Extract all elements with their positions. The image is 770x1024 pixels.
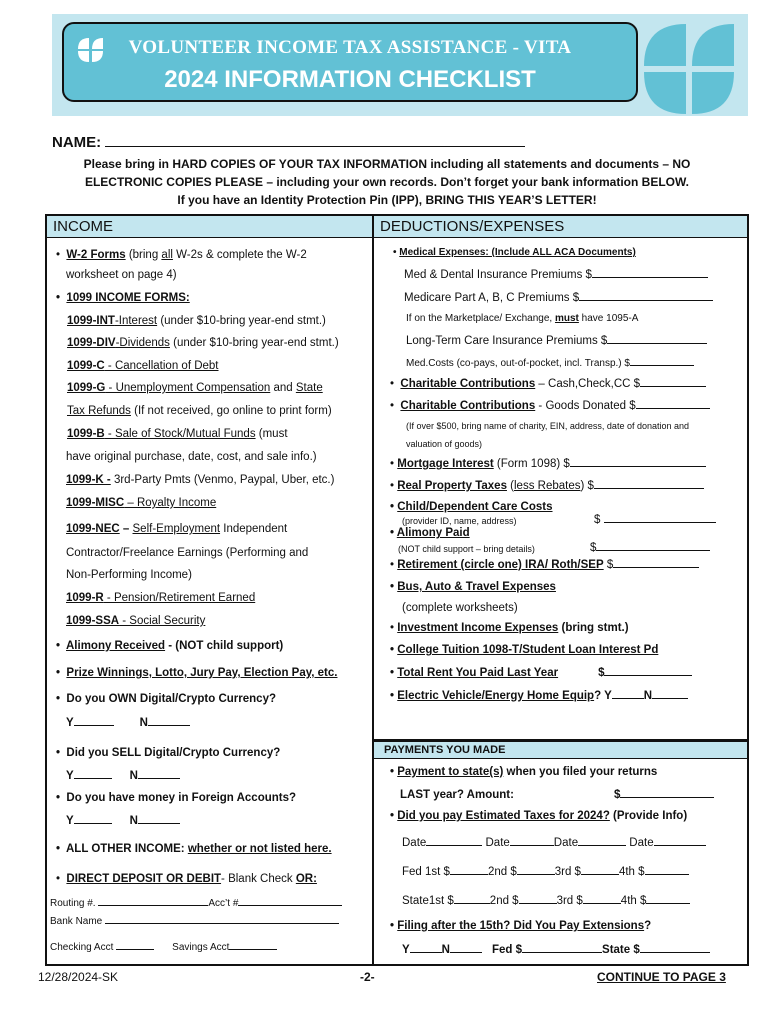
retirement-blank[interactable] xyxy=(613,557,699,568)
income-1099-c: 1099-C - Cancellation of Debt xyxy=(67,360,219,372)
routing-account-row: Routing #. Acc’t # xyxy=(50,895,342,911)
extension-state-blank[interactable] xyxy=(640,942,710,953)
ev-no-blank[interactable] xyxy=(652,688,688,699)
deduction-charitable-cash: • Charitable Contributions – Cash,Check,CC $ xyxy=(390,376,706,391)
deduction-tuition: • College Tuition 1098-T/Student Loan Interest Pd xyxy=(390,644,659,656)
deduction-charitable-goods: • Charitable Contributions - Goods Donated $ xyxy=(390,398,710,413)
deduction-mortgage: • Mortgage Interest (Form 1098) $ xyxy=(390,456,706,471)
med-costs-blank[interactable] xyxy=(630,355,694,366)
deduction-medicare: Medicare Part A, B, C Premiums $ xyxy=(404,290,713,305)
income-1099-k: 1099-K - 3rd-Party Pmts (Venmo, Paypal, Uber, etc.) xyxy=(66,474,335,486)
income-all-other: • ALL OTHER INCOME: whether or not listed here. xyxy=(56,843,332,855)
notice-line-3: If you have an Identity Protection Pin (IPP), BRING THIS YEAR’S LETTER! xyxy=(177,193,597,207)
alimony-paid-note: (NOT child support – bring details) xyxy=(398,544,535,554)
income-prize-winnings: • Prize Winnings, Lotto, Jury Pay, Election Pay, etc. xyxy=(56,667,338,679)
deduction-alimony-paid: • Alimony Paid xyxy=(390,527,470,539)
childcare-note: (provider ID, name, address) xyxy=(402,516,517,526)
charitable-goods-blank[interactable] xyxy=(636,398,710,409)
fed-1st-blank[interactable] xyxy=(450,864,488,875)
state-2nd-blank[interactable] xyxy=(519,893,557,904)
childcare-amount: $ xyxy=(594,512,716,527)
vita-logo-icon xyxy=(76,36,106,64)
banner-title: VOLUNTEER INCOME TAX ASSISTANCE - VITA xyxy=(128,37,572,58)
charitable-cash-blank[interactable] xyxy=(640,376,706,387)
own-crypto-yes-blank[interactable] xyxy=(74,715,114,726)
bank-name-blank[interactable] xyxy=(105,913,339,924)
deduction-investment: • Investment Income Expenses (bring stmt.) xyxy=(390,622,629,634)
bank-name-row: Bank Name xyxy=(50,913,339,929)
state-1st-blank[interactable] xyxy=(454,893,490,904)
deduction-med-costs: Med.Costs (co-pays, out-of-pocket, incl. Transp.) $ xyxy=(406,355,694,371)
income-1099-b-note: have original purchase, date, cost, and sale info.) xyxy=(66,451,317,463)
extensions-answer-row: Y N Fed $ State $ xyxy=(402,942,710,957)
income-1099-b: 1099-B - Sale of Stock/Mutual Funds (must xyxy=(67,428,288,440)
date-2-blank[interactable] xyxy=(510,835,554,846)
alimony-paid-amount: $ xyxy=(590,540,710,555)
deduction-rent: • Total Rent You Paid Last Year $ xyxy=(390,665,692,680)
deduction-retirement: • Retirement (circle one) IRA/ Roth/SEP $ xyxy=(390,557,699,572)
instructions-notice xyxy=(52,155,722,209)
decorative-quarter-circles-icon xyxy=(640,20,748,116)
sell-crypto-no-blank[interactable] xyxy=(138,768,180,779)
deduction-property-taxes: • Real Property Taxes (less Rebates) $ xyxy=(390,478,704,493)
med-dental-blank[interactable] xyxy=(592,267,708,278)
rent-blank[interactable] xyxy=(604,665,692,676)
notice-line-1: Please bring in HARD COPIES OF YOUR TAX INFORMATION including all statements and documents – NO xyxy=(83,157,691,171)
income-1099-ssa: 1099-SSA - Social Security xyxy=(66,615,206,627)
income-1099-int: 1099-INT-Interest (under $10-bring year-end stmt.) xyxy=(67,315,326,327)
ltc-blank[interactable] xyxy=(607,333,707,344)
deduction-marketplace-note: If on the Marketplace/ Exchange, must have 1095-A xyxy=(406,313,639,324)
state-3rd-blank[interactable] xyxy=(583,893,621,904)
childcare-blank[interactable] xyxy=(604,512,716,523)
column-divider xyxy=(372,214,374,966)
sell-crypto-yes-blank[interactable] xyxy=(74,768,112,779)
date-4-blank[interactable] xyxy=(654,835,706,846)
notice-line-2: ELECTRONIC COPIES PLEASE – including your own records. Don’t forget your bank information BELOW. xyxy=(84,175,690,189)
deduction-med-dental: Med & Dental Insurance Premiums $ xyxy=(404,267,708,282)
foreign-accounts-answer: Y N xyxy=(66,813,180,828)
sell-crypto-answer: Y N xyxy=(66,768,180,783)
account-number-blank[interactable] xyxy=(238,895,342,906)
fed-3rd-blank[interactable] xyxy=(581,864,619,875)
last-year-amount-blank[interactable] xyxy=(620,787,714,798)
income-foreign-accounts: • Do you have money in Foreign Accounts? xyxy=(56,792,297,804)
income-1099-g: 1099-G - Unemployment Compensation and State xyxy=(67,382,323,394)
estimated-state-row: State1st $ 2nd $ 3rd $ 4th $ xyxy=(402,893,690,908)
income-1099-forms: • 1099 INCOME FORMS: xyxy=(56,292,190,304)
deduction-bus-auto: • Bus, Auto & Travel Expenses xyxy=(390,581,556,593)
foreign-yes-blank[interactable] xyxy=(74,813,112,824)
checking-blank[interactable] xyxy=(116,939,154,950)
account-type-row: Checking Acct Savings Acct xyxy=(50,939,277,955)
deduction-medical: • Medical Expenses: (Include ALL ACA Documents) xyxy=(393,247,636,258)
income-1099-nec: 1099-NEC – Self-Employment Independent xyxy=(66,523,288,535)
income-1099-nec-note-2: Non-Performing Income) xyxy=(66,569,192,581)
income-1099-r: 1099-R - Pension/Retirement Earned xyxy=(66,592,256,604)
deduction-childcare: • Child/Dependent Care Costs xyxy=(390,501,553,513)
income-1099-div: 1099-DIV-Dividends (under $10-bring year-end stmt.) xyxy=(67,337,339,349)
own-crypto-no-blank[interactable] xyxy=(148,715,190,726)
deductions-heading: DEDUCTIONS/EXPENSES xyxy=(374,216,747,238)
name-label: NAME: xyxy=(52,134,102,151)
extension-fed-blank[interactable] xyxy=(522,942,602,953)
medicare-blank[interactable] xyxy=(579,290,713,301)
bus-auto-note: (complete worksheets) xyxy=(402,602,518,614)
income-1099-misc: 1099-MISC – Royalty Income xyxy=(66,497,217,509)
deduction-electric-vehicle: • Electric Vehicle/Energy Home Equip? Y N xyxy=(390,688,688,703)
payment-last-year: LAST year? Amount: $ xyxy=(400,787,714,802)
estimated-fed-row: Fed 1st $ 2nd $ 3rd $ 4th $ xyxy=(402,864,689,879)
alimony-paid-blank[interactable] xyxy=(596,540,710,551)
date-1-blank[interactable] xyxy=(426,835,482,846)
banner-subtitle: 2024 INFORMATION CHECKLIST xyxy=(164,66,536,93)
income-own-crypto: • Do you OWN Digital/Crypto Currency? xyxy=(56,693,276,705)
income-1099-nec-note: Contractor/Freelance Earnings (Performing and xyxy=(66,547,309,559)
routing-number-blank[interactable] xyxy=(98,895,208,906)
name-blank-line[interactable] xyxy=(105,133,525,147)
foreign-no-blank[interactable] xyxy=(138,813,180,824)
payment-estimated: • Did you pay Estimated Taxes for 2024? (Provide Info) xyxy=(390,810,688,822)
savings-blank[interactable] xyxy=(229,939,277,950)
fed-4th-blank[interactable] xyxy=(645,864,689,875)
date-3-blank[interactable] xyxy=(578,835,626,846)
continue-link[interactable]: CONTINUE TO PAGE 3 xyxy=(597,970,726,984)
charitable-goods-note-2: valuation of goods) xyxy=(406,439,483,449)
income-heading: INCOME xyxy=(47,216,372,238)
extension-no-blank[interactable] xyxy=(450,942,482,953)
income-1099-g-note: Tax Refunds (If not received, go online to print form) xyxy=(67,405,332,417)
footer-date-code: 12/28/2024-SK xyxy=(38,970,119,984)
name-field-row xyxy=(52,133,525,151)
extension-yes-blank[interactable] xyxy=(410,942,442,953)
income-direct-deposit: • DIRECT DEPOSIT OR DEBIT- Blank Check OR: xyxy=(56,873,317,885)
state-4th-blank[interactable] xyxy=(646,893,690,904)
income-alimony-received: • Alimony Received - (NOT child support) xyxy=(56,640,284,652)
income-sell-crypto: • Did you SELL Digital/Crypto Currency? xyxy=(56,747,281,759)
income-w2-note: worksheet on page 4) xyxy=(66,269,177,281)
estimated-dates-row: Date Date Date Date xyxy=(402,835,706,850)
charitable-goods-note-1: (If over $500, bring name of charity, EIN, address, date of donation and xyxy=(406,421,689,431)
fed-2nd-blank[interactable] xyxy=(517,864,555,875)
ev-yes-blank[interactable] xyxy=(612,688,644,699)
title-banner xyxy=(62,22,638,102)
income-w2-item: • W-2 Forms (bring all W-2s & complete the W-2 xyxy=(56,249,307,261)
mortgage-blank[interactable] xyxy=(570,456,706,467)
payments-heading: PAYMENTS YOU MADE xyxy=(374,739,747,759)
footer-page-number: -2- xyxy=(360,970,375,984)
payment-to-state: • Payment to state(s) when you filed your returns xyxy=(390,766,658,778)
own-crypto-answer: Y N xyxy=(66,715,190,730)
payment-extensions: • Filing after the 15th? Did You Pay Extensions? xyxy=(390,920,652,932)
property-taxes-blank[interactable] xyxy=(594,478,704,489)
deduction-long-term-care: Long-Term Care Insurance Premiums $ xyxy=(406,333,707,348)
